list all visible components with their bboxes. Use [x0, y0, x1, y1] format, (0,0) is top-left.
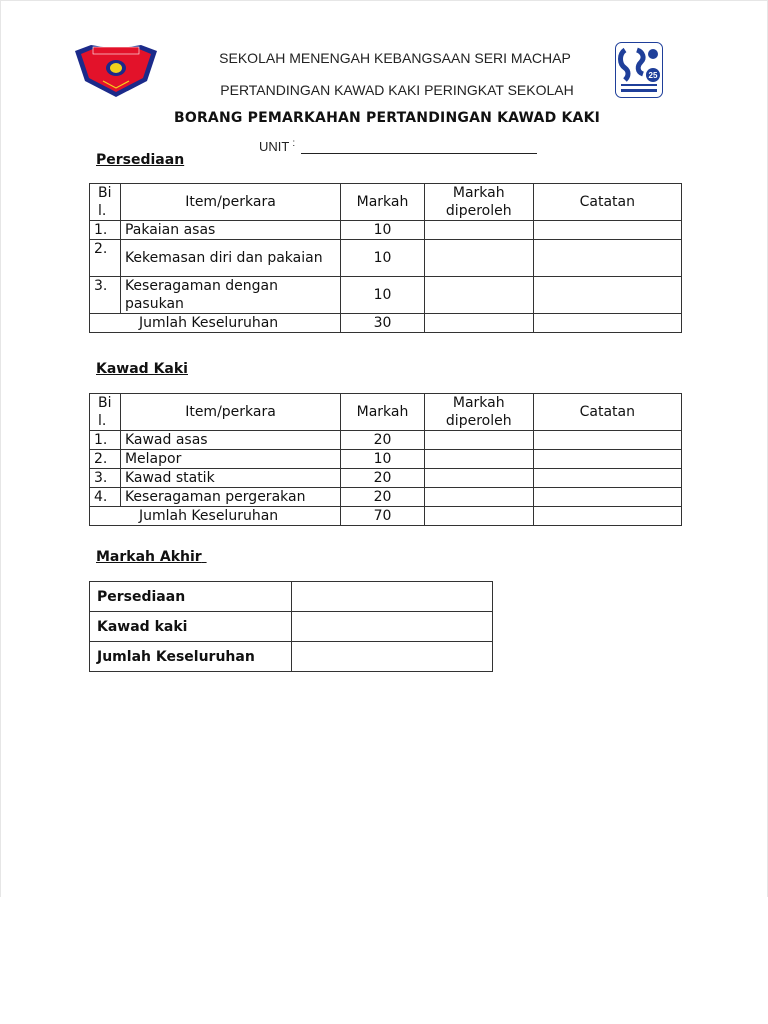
cell-markah-diperoleh[interactable] [424, 277, 533, 314]
cell-item: Melapor [120, 450, 340, 469]
cell-bil: 4. [90, 488, 121, 507]
final-row-jumlah [90, 642, 493, 672]
persediaan-heading: Persediaan [96, 152, 185, 168]
cell-catatan[interactable] [533, 431, 681, 450]
cell-item: Keseragaman dengan pasukan [120, 277, 340, 314]
column-header-bil: Bi l. [90, 394, 121, 431]
cell-catatan[interactable] [533, 221, 681, 240]
table-row [90, 221, 682, 240]
cell-item: Pakaian asas [120, 221, 340, 240]
total-catatan[interactable] [533, 507, 681, 526]
cell-item: Kekemasan diri dan pakaian [120, 240, 340, 277]
unit-input-line[interactable] [301, 143, 537, 154]
cell-markah: 20 [341, 488, 425, 507]
table-row [90, 277, 682, 314]
final-label: Kawad kaki [90, 612, 292, 642]
cell-catatan[interactable] [533, 240, 681, 277]
column-header-item: Item/perkara [120, 394, 340, 431]
cell-markah: 10 [341, 221, 425, 240]
school-name: SEKOLAH MENENGAH KEBANGSAAN SERI MACHAP [219, 50, 571, 66]
table-row [90, 431, 682, 450]
cell-catatan[interactable] [533, 277, 681, 314]
total-markah-diperoleh[interactable] [424, 314, 533, 333]
cell-markah-diperoleh[interactable] [424, 221, 533, 240]
total-row [90, 314, 682, 333]
cell-markah: 20 [341, 469, 425, 488]
competition-title: PERTANDINGAN KAWAD KAKI PERINGKAT SEKOLAH [220, 82, 574, 98]
cell-markah: 10 [341, 240, 425, 277]
column-header-catatan: Catatan [533, 184, 681, 221]
kawad-kaki-heading: Kawad Kaki [96, 361, 188, 377]
final-value-input[interactable] [292, 612, 493, 642]
cell-bil: 3. [90, 469, 121, 488]
cell-bil: 3. [90, 277, 121, 314]
column-header-markah: Markah [341, 394, 425, 431]
cell-markah-diperoleh[interactable] [424, 488, 533, 507]
table-row [90, 469, 682, 488]
total-value: 30 [341, 314, 425, 333]
final-label: Persediaan [90, 582, 292, 612]
persediaan-table [89, 183, 682, 333]
cell-catatan[interactable] [533, 450, 681, 469]
column-header-catatan: Catatan [533, 394, 681, 431]
final-value-input[interactable] [292, 642, 493, 672]
form-title: BORANG PEMARKAHAN PERTANDINGAN KAWAD KAKI [173, 110, 601, 126]
table-row [90, 450, 682, 469]
final-row-persediaan [90, 582, 493, 612]
column-header-markah-diperoleh: Markah diperoleh [424, 184, 533, 221]
total-row [90, 507, 682, 526]
cell-bil: 2. [90, 240, 121, 277]
markah-akhir-heading: Markah Akhir [96, 549, 202, 565]
unit-field [259, 139, 537, 154]
emblem-number: 25 [648, 71, 658, 80]
total-label: Jumlah Keseluruhan [90, 314, 341, 333]
cell-markah-diperoleh[interactable] [424, 450, 533, 469]
unit-colon: : [292, 138, 296, 149]
markah-akhir-table [89, 581, 493, 672]
cell-bil: 2. [90, 450, 121, 469]
column-header-item: Item/perkara [120, 184, 340, 221]
cell-markah: 10 [341, 450, 425, 469]
cell-bil: 1. [90, 431, 121, 450]
cell-markah-diperoleh[interactable] [424, 431, 533, 450]
column-header-markah-diperoleh: Markah diperoleh [424, 394, 533, 431]
cell-catatan[interactable] [533, 469, 681, 488]
kawad-kaki-table [89, 393, 682, 526]
unit-label: UNIT [259, 139, 290, 154]
cell-item: Kawad statik [120, 469, 340, 488]
cell-bil: 1. [90, 221, 121, 240]
column-header-markah: Markah [341, 184, 425, 221]
table-header-row [90, 184, 682, 221]
cell-catatan[interactable] [533, 488, 681, 507]
cell-markah: 20 [341, 431, 425, 450]
total-label: Jumlah Keseluruhan [90, 507, 341, 526]
table-row [90, 488, 682, 507]
column-header-bil: Bi l. [90, 184, 121, 221]
final-value-input[interactable] [292, 582, 493, 612]
table-row [90, 240, 682, 277]
total-markah-diperoleh[interactable] [424, 507, 533, 526]
final-label: Jumlah Keseluruhan [90, 642, 292, 672]
cell-item: Keseragaman pergerakan [120, 488, 340, 507]
cell-item: Kawad asas [120, 431, 340, 450]
cell-markah-diperoleh[interactable] [424, 469, 533, 488]
total-catatan[interactable] [533, 314, 681, 333]
cell-markah: 10 [341, 277, 425, 314]
final-row-kawad-kaki [90, 612, 493, 642]
cell-markah-diperoleh[interactable] [424, 240, 533, 277]
table-header-row [90, 394, 682, 431]
total-value: 70 [341, 507, 425, 526]
